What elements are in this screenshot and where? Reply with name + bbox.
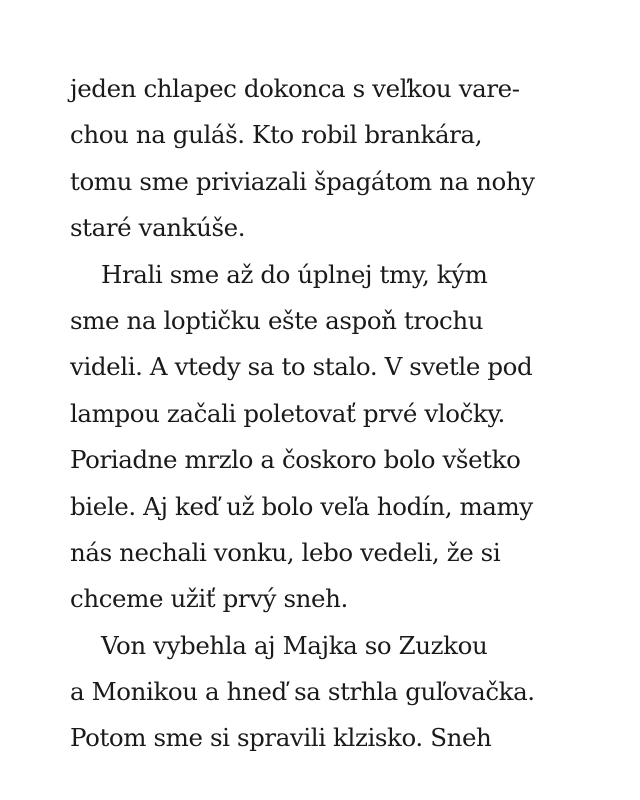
text-line: chceme užiť prvý sneh. xyxy=(70,584,348,614)
text-line: a Monikou a hneď sa strhla guľovačka. xyxy=(70,677,535,707)
text-line: biele. Aj keď už bolo veľa hodín, mamy xyxy=(70,491,533,521)
text-line: staré vankúše. xyxy=(70,213,246,243)
text-line: Poriadne mrzlo a čoskoro bolo všetko xyxy=(70,445,521,475)
text-line: lampou začali poletovať prvé vločky. xyxy=(70,398,505,428)
text-line: videli. A vtedy sa to stalo. V svetle pod xyxy=(70,352,533,382)
book-page-text xyxy=(70,66,610,762)
text-line: jeden chlapec dokonca s veľkou vare- xyxy=(70,74,520,103)
text-line: chou na guláš. Kto robil brankára, xyxy=(70,120,483,150)
text-line: tomu sme priviazali špagátom na nohy xyxy=(70,166,535,196)
text-line: Potom sme si spravili klzisko. Sneh xyxy=(70,723,492,753)
text-line: sme na loptičku ešte aspoň trochu xyxy=(70,305,484,335)
text-line: nás nechali vonku, lebo vedeli, že si xyxy=(70,537,501,567)
paragraph-start-line: Von vybehla aj Majka so Zuzkou xyxy=(101,630,488,660)
paragraph-start-line: Hrali sme až do úplnej tmy, kým xyxy=(101,259,488,289)
